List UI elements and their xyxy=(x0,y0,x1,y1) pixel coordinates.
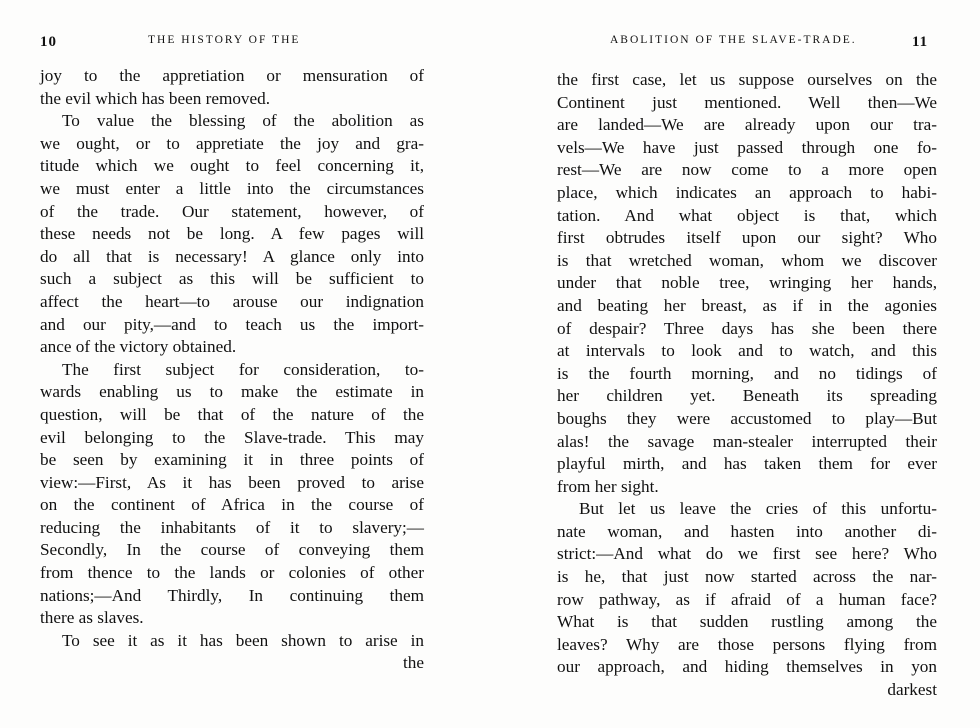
text-line: affect the heart—to arouse our indignation xyxy=(40,291,424,311)
right-page-number: 11 xyxy=(912,34,929,50)
text-line: the first case, let us suppose ourselves on the xyxy=(557,70,937,89)
text-line: is the fourth morning, and no tidings of xyxy=(557,363,937,383)
text-line: question, will be that of the nature of the xyxy=(40,404,424,424)
text-line: we must enter a little into the circumstances xyxy=(40,178,424,198)
text-line: do all that is necessary! A glance only into xyxy=(40,246,424,266)
text-line: The first subject for consideration, to- xyxy=(62,359,424,379)
text-line: reducing the inhabitants of it to slavery;— xyxy=(40,517,424,537)
text-line: playful mirth, and has taken them for ever xyxy=(557,454,937,474)
text-line: on the continent of Africa in the course of xyxy=(40,495,424,515)
text-line: from her sight. xyxy=(557,476,659,496)
text-line: we ought, or to appretiate the joy and gra- xyxy=(40,133,424,153)
text-line: view:—First, As it has been proved to arise xyxy=(40,472,424,492)
text-line: of the trade. Our statement, however, of xyxy=(40,201,424,221)
text-line: the xyxy=(403,653,424,673)
text-line: leaves? Why are those persons flying from xyxy=(557,634,937,654)
text-line: are landed—We are already upon our tra- xyxy=(557,115,937,135)
text-line: the evil which has been removed. xyxy=(40,88,271,108)
text-line: place, which indicates an approach to habi- xyxy=(557,182,937,202)
text-line: boughs they were accustomed to play—But xyxy=(557,408,937,428)
text-line: and our pity,—and to teach us the import- xyxy=(40,314,424,334)
text-line: tation. And what object is that, which xyxy=(557,205,937,225)
text-line: under that noble tree, wringing her hands, xyxy=(557,273,937,293)
text-line: at intervals to look and to watch, and this xyxy=(557,341,937,361)
text-line: such a subject as this will be sufficient to xyxy=(40,269,424,289)
text-line: her children yet. Beneath its spreading xyxy=(557,386,937,406)
text-line: titude which we ought to feel concerning it, xyxy=(40,156,424,176)
left-page xyxy=(0,0,470,728)
text-line: joy to the appretiation or mensuration of xyxy=(40,66,424,85)
text-line: row pathway, as if afraid of a human face? xyxy=(557,589,937,609)
text-line: What is that sudden rustling among the xyxy=(557,612,937,632)
text-line: rest—We are now come to a more open xyxy=(557,160,937,180)
text-line: these needs not be long. A few pages will xyxy=(40,224,424,244)
left-page-number: 10 xyxy=(40,34,57,50)
text-line: darkest xyxy=(887,680,937,700)
text-line: and beating her breast, as if in the agonies xyxy=(557,295,937,315)
right-page xyxy=(520,0,980,728)
text-line: there as slaves. xyxy=(40,608,144,628)
text-line: strict:—And what do we first see here? Who xyxy=(557,544,937,564)
text-line: our approach, and hiding themselves in yon xyxy=(557,657,937,677)
text-line: evil belonging to the Slave-trade. This may xyxy=(40,427,424,447)
text-line: nate woman, and hasten into another di- xyxy=(557,521,937,541)
text-line: alas! the savage man-stealer interrupted their xyxy=(557,431,937,451)
text-line: Secondly, In the course of conveying them xyxy=(40,540,424,560)
text-line: But let us leave the cries of this unfortu- xyxy=(579,499,937,519)
text-line: ance of the victory obtained. xyxy=(40,337,237,357)
text-line: wards enabling us to make the estimate in xyxy=(40,382,424,402)
text-line: from thence to the lands or colonies of other xyxy=(40,563,424,583)
text-line: be seen by examining it in three points of xyxy=(40,450,424,470)
right-running-head: ABOLITION OF THE SLAVE-TRADE. xyxy=(610,34,857,46)
right-page-text xyxy=(557,69,937,702)
left-page-text xyxy=(40,65,424,675)
text-line: first obtrudes itself upon our sight? Who xyxy=(557,228,937,248)
text-line: of despair? Three days has she been there xyxy=(557,318,937,338)
text-line: vels—We have just passed through one fo- xyxy=(557,137,937,157)
text-line: Continent just mentioned. Well then—We xyxy=(557,92,937,112)
left-running-head: THE HISTORY OF THE xyxy=(148,34,301,46)
text-line: nations;—And Thirdly, In continuing them xyxy=(40,585,424,605)
text-line: is that wretched woman, whom we discover xyxy=(557,250,937,270)
text-line: To see it as it has been shown to arise in xyxy=(62,630,424,650)
text-line: To value the blessing of the abolition as xyxy=(62,111,424,131)
text-line: is he, that just now started across the nar- xyxy=(557,567,937,587)
